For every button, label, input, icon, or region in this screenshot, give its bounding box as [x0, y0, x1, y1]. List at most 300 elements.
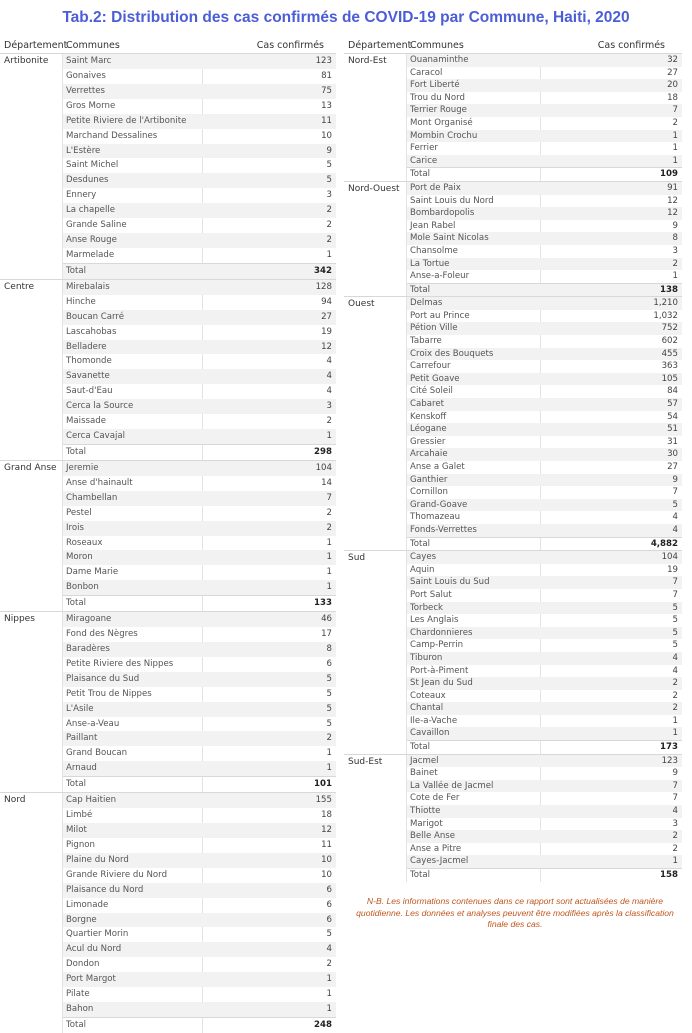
- total-value: 158: [660, 870, 678, 880]
- header-cas-confirmes: Cas confirmés: [256, 40, 324, 51]
- table-row: [63, 972, 336, 987]
- commune-name: Miragoane: [66, 614, 112, 625]
- commune-name: Saut-d'Eau: [66, 386, 113, 397]
- commune-name: Mole Saint Nicolas: [410, 233, 489, 244]
- department-group: [0, 279, 336, 460]
- table-row: [63, 144, 336, 159]
- table-row: [63, 476, 336, 491]
- table-row: [407, 436, 682, 449]
- commune-name: Hinche: [66, 296, 96, 307]
- total-row: [63, 444, 336, 460]
- commune-name: Saint Louis du Sud: [410, 577, 490, 588]
- case-count: 105: [661, 373, 678, 384]
- case-count: 128: [315, 281, 332, 292]
- table-row: [407, 142, 682, 155]
- table-row: [407, 182, 682, 195]
- table-row: [407, 335, 682, 348]
- table-row: [407, 818, 682, 831]
- commune-name: Croix des Bouquets: [410, 348, 494, 359]
- commune-name: St Jean du Sud: [410, 678, 473, 689]
- commune-rows: [406, 297, 682, 550]
- department-name: Nord-Ouest: [348, 183, 400, 194]
- case-count: 2: [672, 690, 678, 701]
- commune-name: Chantal: [410, 703, 444, 714]
- commune-name: Thomonde: [66, 356, 112, 367]
- table-row: [407, 92, 682, 105]
- case-count: 3: [326, 401, 332, 412]
- commune-name: Limbé: [66, 810, 93, 821]
- commune-name: Fond des Nègres: [66, 629, 138, 640]
- case-count: 3: [326, 190, 332, 201]
- case-count: 7: [672, 577, 678, 588]
- commune-rows: [62, 461, 336, 611]
- case-count: 155: [315, 795, 332, 806]
- commune-name: La Vallée de Jacmel: [410, 780, 494, 791]
- commune-name: Carrefour: [410, 361, 451, 372]
- table-row: [63, 868, 336, 883]
- table-row: [63, 808, 336, 823]
- table-row: [407, 130, 682, 143]
- table-row: [407, 360, 682, 373]
- table-row: [63, 853, 336, 868]
- case-count: 4: [326, 944, 332, 955]
- table-row: [407, 627, 682, 640]
- table-row: [63, 399, 336, 414]
- case-count: 4: [326, 386, 332, 397]
- commune-name: Plaine du Nord: [66, 854, 129, 865]
- table-row: [407, 385, 682, 398]
- case-count: 7: [672, 780, 678, 791]
- table-row: [407, 780, 682, 793]
- case-count: 2: [326, 733, 332, 744]
- case-count: 6: [326, 884, 332, 895]
- case-count: 4: [672, 652, 678, 663]
- table-row: [63, 491, 336, 506]
- case-count: 2: [326, 220, 332, 231]
- commune-name: Arnaud: [66, 763, 97, 774]
- table-row: [407, 805, 682, 818]
- table-row: [63, 942, 336, 957]
- table-row: [63, 99, 336, 114]
- commune-name: Ganthier: [410, 474, 448, 485]
- total-label: Total: [410, 538, 431, 549]
- commune-name: Chardonnieres: [410, 627, 473, 638]
- total-label: Total: [410, 169, 431, 180]
- table-row: [63, 823, 336, 838]
- total-value: 109: [660, 169, 678, 180]
- commune-name: Chansolme: [410, 245, 458, 256]
- table-row: [63, 536, 336, 551]
- case-count: 8: [672, 233, 678, 244]
- table-row: [407, 54, 682, 67]
- commune-name: Cavaillon: [410, 728, 450, 739]
- case-count: 2: [326, 522, 332, 533]
- case-count: 1: [672, 130, 678, 141]
- total-row: [63, 595, 336, 611]
- commune-name: Aquin: [410, 564, 435, 575]
- case-count: 6: [326, 899, 332, 910]
- case-count: 12: [667, 195, 678, 206]
- commune-name: Moron: [66, 552, 93, 563]
- case-count: 1: [672, 728, 678, 739]
- case-count: 9: [672, 474, 678, 485]
- commune-name: Gros Morne: [66, 100, 116, 111]
- case-count: 7: [672, 589, 678, 600]
- commune-name: Marchand Dessalines: [66, 130, 158, 141]
- total-value: 248: [314, 1020, 332, 1030]
- case-count: 11: [321, 115, 332, 126]
- case-count: 81: [321, 70, 332, 81]
- case-count: 31: [667, 436, 678, 447]
- total-row: [407, 537, 682, 551]
- commune-name: Pilate: [66, 989, 90, 1000]
- commune-rows: [406, 54, 682, 181]
- table-row: [407, 245, 682, 258]
- case-count: 5: [672, 640, 678, 651]
- case-count: 6: [326, 658, 332, 669]
- case-count: 1: [672, 155, 678, 166]
- table-row: [63, 280, 336, 295]
- case-count: 19: [321, 326, 332, 337]
- case-count: 75: [321, 85, 332, 96]
- table-row: [407, 461, 682, 474]
- table-row: [63, 310, 336, 325]
- case-count: 13: [321, 100, 332, 111]
- commune-name: Limonade: [66, 899, 109, 910]
- table-row: [63, 369, 336, 384]
- case-count: 5: [326, 688, 332, 699]
- commune-name: Baradères: [66, 643, 110, 654]
- table-row: [407, 499, 682, 512]
- table-row: [407, 474, 682, 487]
- table-row: [407, 843, 682, 856]
- case-count: 1,032: [653, 310, 678, 321]
- case-count: 1: [326, 567, 332, 578]
- case-count: 1: [326, 763, 332, 774]
- total-label: Total: [410, 870, 431, 880]
- table-row: [407, 220, 682, 233]
- table-row: [407, 665, 682, 678]
- footnote: N-B. Les informations contenues dans ce rapport sont actualisées de manière quotidienne. Les données et analyses peuvent être modifiées après la classification finale des cas.: [356, 896, 674, 929]
- case-count: 123: [315, 56, 332, 66]
- table-row: [63, 717, 336, 732]
- total-label: Total: [410, 284, 431, 295]
- case-count: 27: [667, 67, 678, 78]
- case-count: 14: [321, 477, 332, 488]
- commune-name: Petit Trou de Nippes: [66, 688, 152, 699]
- total-row: [407, 868, 682, 882]
- commune-rows: [62, 793, 336, 1033]
- table-row: [407, 104, 682, 117]
- table-row: [407, 423, 682, 436]
- case-count: 2: [326, 416, 332, 427]
- case-count: 2: [672, 843, 678, 854]
- table-row: [63, 627, 336, 642]
- commune-name: Port Margot: [66, 974, 116, 985]
- commune-name: Anse-a-Foleur: [410, 271, 470, 282]
- commune-name: Boucan Carré: [66, 311, 125, 322]
- department-name: Nord-Est: [348, 56, 387, 66]
- case-count: 455: [661, 348, 678, 359]
- commune-name: Cote de Fer: [410, 793, 460, 804]
- commune-name: Cornillon: [410, 487, 448, 498]
- commune-name: Borgne: [66, 914, 97, 925]
- case-count: 3: [672, 245, 678, 256]
- commune-name: Carice: [410, 155, 438, 166]
- department-group: [0, 611, 336, 792]
- case-count: 4: [326, 356, 332, 367]
- table-row: [407, 614, 682, 627]
- table-row: [63, 793, 336, 808]
- commune-name: La Tortue: [410, 258, 450, 269]
- table-right-column: [344, 40, 682, 882]
- total-label: Total: [66, 265, 87, 276]
- total-label: Total: [66, 446, 87, 457]
- table-row: [63, 218, 336, 233]
- table-row: [407, 715, 682, 728]
- table-title: Tab.2: Distribution des cas confirmés de COVID-19 par Commune, Haiti, 2020: [62, 9, 630, 26]
- case-count: 363: [661, 361, 678, 372]
- case-count: 1: [326, 1004, 332, 1015]
- case-count: 602: [661, 336, 678, 347]
- case-count: 9: [672, 768, 678, 779]
- commune-name: L'Estère: [66, 145, 101, 156]
- case-count: 4: [672, 806, 678, 817]
- table-body: [0, 53, 336, 1033]
- commune-rows: [406, 755, 682, 882]
- table-row: [63, 687, 336, 702]
- total-row: [63, 1017, 336, 1033]
- table-row: [63, 565, 336, 580]
- case-count: 4: [672, 512, 678, 523]
- case-count: 2: [672, 258, 678, 269]
- case-count: 19: [667, 564, 678, 575]
- table-row: [407, 270, 682, 283]
- commune-name: Roseaux: [66, 537, 103, 548]
- commune-name: Cité Soleil: [410, 386, 453, 397]
- case-count: 27: [321, 311, 332, 322]
- department-name: Grand Anse: [4, 462, 57, 473]
- table-row: [407, 524, 682, 537]
- department-group: [344, 181, 682, 296]
- table-row: [63, 612, 336, 627]
- case-count: 1: [672, 143, 678, 154]
- table-row: [407, 195, 682, 208]
- commune-name: Port-à-Piment: [410, 665, 469, 676]
- commune-name: Savanette: [66, 371, 110, 382]
- commune-name: Coteaux: [410, 690, 446, 701]
- commune-name: Bombardopolis: [410, 208, 475, 219]
- case-count: 10: [321, 130, 332, 141]
- table-row: [63, 957, 336, 972]
- table-row: [407, 155, 682, 168]
- commune-name: Tabarre: [410, 336, 442, 347]
- header-departement: Département: [4, 40, 68, 51]
- commune-name: Anse d'hainault: [66, 477, 133, 488]
- commune-name: Marigot: [410, 818, 443, 829]
- commune-name: La chapelle: [66, 205, 116, 216]
- table-row: [407, 855, 682, 868]
- commune-name: Dame Marie: [66, 567, 119, 578]
- case-count: 1: [326, 249, 332, 260]
- table-row: [407, 486, 682, 499]
- commune-name: Saint Marc: [66, 56, 112, 66]
- commune-name: Thiotte: [410, 806, 441, 817]
- commune-name: Jean Rabel: [410, 220, 456, 231]
- total-label: Total: [66, 1020, 87, 1030]
- commune-name: Gonaives: [66, 70, 106, 81]
- table-row: [407, 639, 682, 652]
- commune-name: Caracol: [410, 67, 443, 78]
- table-row: [407, 448, 682, 461]
- commune-name: L'Asile: [66, 703, 94, 714]
- table-row: [63, 188, 336, 203]
- table-row: [407, 258, 682, 271]
- table-header: [0, 40, 336, 53]
- total-value: 133: [314, 598, 332, 609]
- case-count: 5: [672, 627, 678, 638]
- table-row: [63, 203, 336, 218]
- department-name: Nippes: [4, 614, 35, 625]
- commune-name: Plaisance du Nord: [66, 884, 144, 895]
- case-count: 32: [667, 55, 678, 65]
- commune-name: Grande Riviere du Nord: [66, 869, 168, 880]
- case-count: 91: [667, 182, 678, 193]
- total-row: [63, 263, 336, 279]
- table-row: [63, 913, 336, 928]
- table-row: [63, 1002, 336, 1017]
- case-count: 8: [326, 643, 332, 654]
- case-count: 5: [326, 175, 332, 186]
- case-count: 1: [326, 989, 332, 1000]
- table-row: [63, 295, 336, 310]
- commune-name: Cayes: [410, 552, 437, 563]
- department-group: [344, 754, 682, 882]
- header-cas-confirmes: Cas confirmés: [597, 40, 665, 51]
- commune-name: Desdunes: [66, 175, 109, 186]
- case-count: 123: [661, 755, 678, 766]
- commune-rows: [406, 182, 682, 296]
- commune-name: Mont Organisé: [410, 117, 473, 128]
- table-left-column: [0, 40, 336, 1033]
- total-label: Total: [66, 598, 87, 609]
- department-group: [0, 792, 336, 1033]
- case-count: 5: [326, 718, 332, 729]
- commune-name: Grand-Goave: [410, 499, 468, 510]
- table-row: [63, 838, 336, 853]
- commune-name: Petite Riviere des Nippes: [66, 658, 174, 669]
- department-group: [344, 550, 682, 754]
- commune-name: Terrier Rouge: [410, 105, 467, 116]
- commune-name: Fort Liberté: [410, 80, 460, 91]
- case-count: 5: [672, 602, 678, 613]
- commune-name: Pignon: [66, 839, 95, 850]
- table-row: [407, 207, 682, 220]
- table-row: [407, 727, 682, 740]
- table-row: [407, 755, 682, 768]
- case-count: 752: [661, 323, 678, 334]
- case-count: 1: [326, 552, 332, 563]
- table-row: [407, 511, 682, 524]
- commune-name: Jacmel: [410, 755, 439, 766]
- commune-name: Anse Rouge: [66, 235, 117, 246]
- commune-name: Verrettes: [66, 85, 106, 96]
- commune-name: Belladere: [66, 341, 107, 352]
- table-row: [407, 652, 682, 665]
- commune-name: Thomazeau: [410, 512, 461, 523]
- table-row: [63, 506, 336, 521]
- table-row: [63, 550, 336, 565]
- commune-name: Port Salut: [410, 589, 452, 600]
- table-row: [407, 411, 682, 424]
- department-name: Sud-Est: [348, 756, 383, 767]
- case-count: 4: [326, 371, 332, 382]
- case-count: 84: [667, 386, 678, 397]
- table-row: [63, 233, 336, 248]
- table-row: [63, 461, 336, 476]
- case-count: 7: [672, 793, 678, 804]
- table-row: [63, 761, 336, 776]
- commune-name: Grand Boucan: [66, 748, 128, 759]
- table-row: [63, 248, 336, 263]
- case-count: 4: [672, 665, 678, 676]
- commune-name: Plaisance du Sud: [66, 673, 140, 684]
- table-row: [63, 883, 336, 898]
- table-row: [407, 564, 682, 577]
- case-count: 104: [315, 462, 332, 473]
- commune-rows: [62, 612, 336, 792]
- table-row: [407, 322, 682, 335]
- case-count: 4: [672, 524, 678, 535]
- table-row: [63, 414, 336, 429]
- commune-name: Torbeck: [410, 602, 444, 613]
- table-row: [63, 642, 336, 657]
- table-row: [63, 521, 336, 536]
- department-group: [344, 296, 682, 550]
- table-row: [407, 830, 682, 843]
- commune-name: Kenskoff: [410, 411, 447, 422]
- table-row: [407, 589, 682, 602]
- total-row: [63, 776, 336, 792]
- commune-name: Saint Louis du Nord: [410, 195, 494, 206]
- case-count: 54: [667, 411, 678, 422]
- commune-name: Gressier: [410, 436, 446, 447]
- commune-name: Léogane: [410, 424, 447, 435]
- table-row: [63, 731, 336, 746]
- table-row: [63, 927, 336, 942]
- table-row: [63, 114, 336, 129]
- case-count: 18: [321, 810, 332, 821]
- table-row: [407, 79, 682, 92]
- table-row: [63, 746, 336, 761]
- commune-name: Ouanaminthe: [410, 55, 469, 65]
- total-row: [407, 283, 682, 297]
- case-count: 10: [321, 869, 332, 880]
- total-value: 101: [314, 779, 332, 790]
- commune-name: Ennery: [66, 190, 97, 201]
- case-count: 5: [672, 499, 678, 510]
- case-count: 3: [672, 818, 678, 829]
- commune-name: Tiburon: [410, 652, 443, 663]
- total-label: Total: [66, 779, 87, 790]
- commune-name: Grande Saline: [66, 220, 127, 231]
- case-count: 11: [321, 839, 332, 850]
- table-row: [63, 898, 336, 913]
- table-row: [407, 373, 682, 386]
- table-row: [63, 384, 336, 399]
- case-count: 2: [672, 678, 678, 689]
- table-row: [407, 551, 682, 564]
